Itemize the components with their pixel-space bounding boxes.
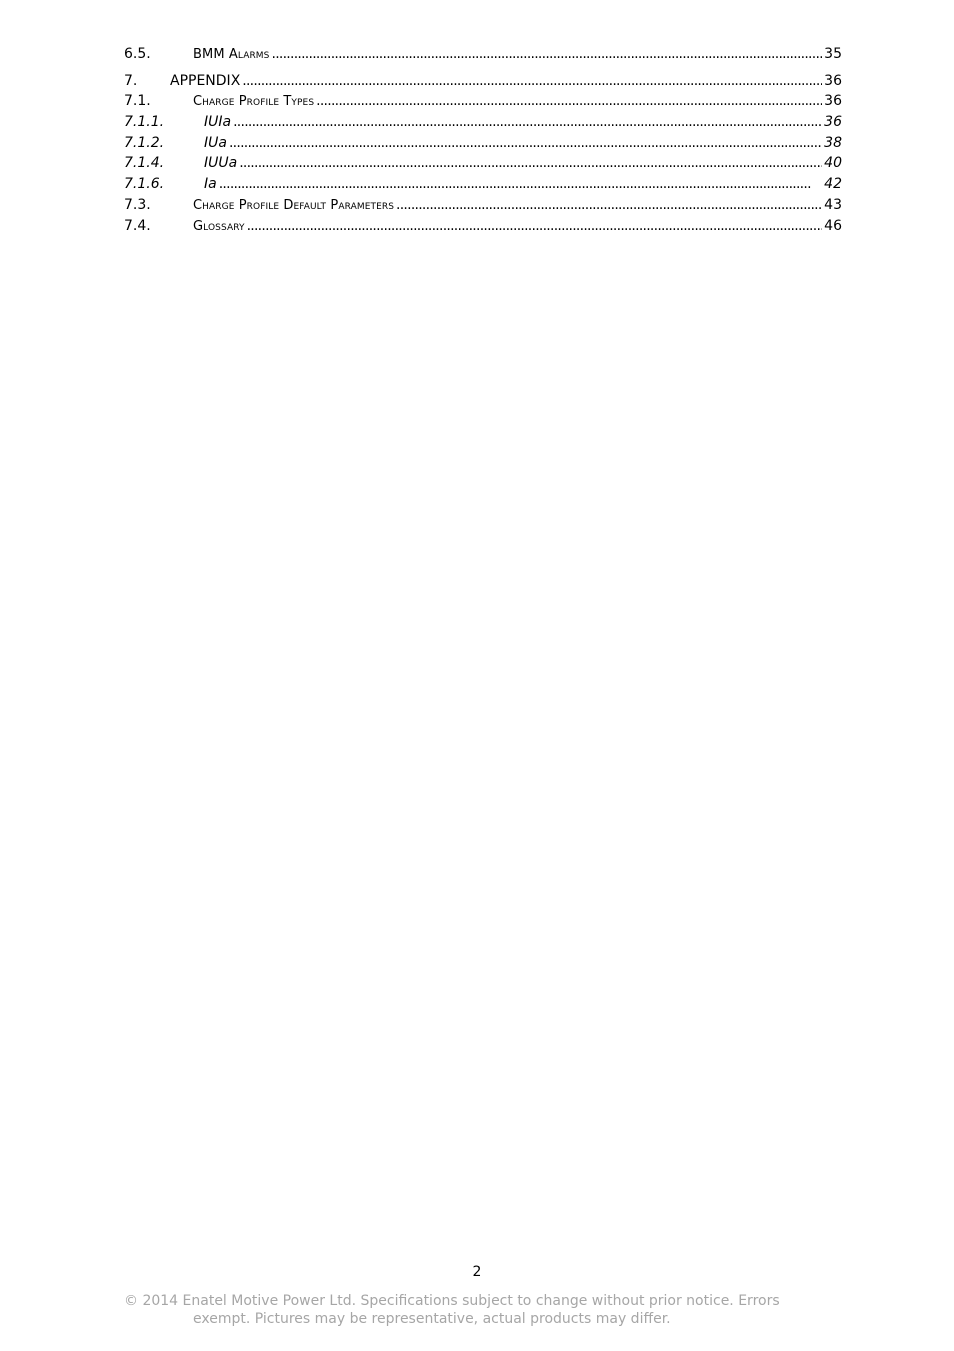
toc-entry-number: 7. — [124, 72, 138, 89]
toc-dot-leader — [239, 153, 822, 174]
toc-entry-iua[interactable] — [124, 133, 842, 154]
toc-entry-page: 46 — [824, 217, 842, 234]
toc-entry-glossary[interactable] — [124, 216, 842, 237]
toc-entry-number: 7.1.1. — [124, 114, 165, 131]
toc-entry-appendix[interactable] — [124, 71, 842, 92]
page-number: 2 — [472, 1264, 482, 1280]
toc-entry-number: 7.1.6. — [124, 176, 165, 193]
toc-dot-leader — [396, 195, 822, 216]
toc-entry-page: 43 — [824, 196, 842, 213]
toc-entry-page: 36 — [824, 72, 842, 89]
toc-entry-title: Ia — [204, 176, 217, 193]
toc-dot-leader — [229, 133, 822, 154]
toc-dot-leader — [242, 71, 822, 92]
footer-copyright — [124, 1292, 824, 1328]
toc-dot-leader — [247, 216, 823, 237]
toc-entry-title: IUa — [204, 134, 227, 151]
toc-dot-leader — [219, 174, 822, 195]
toc-entry-page: 36 — [824, 93, 842, 110]
toc-entry-title: Glossary — [193, 218, 245, 234]
toc-entry-title: IUUa — [204, 155, 238, 172]
toc-entry-charge-profile-default-parameters[interactable] — [124, 195, 842, 216]
toc-entry-number: 6.5. — [124, 46, 151, 62]
toc-entry-number: 7.4. — [124, 217, 151, 234]
toc-dot-leader — [316, 91, 822, 112]
toc-dot-leader — [272, 44, 823, 65]
toc-entry-bmm-alarms[interactable] — [124, 44, 842, 65]
toc-entry-title: IUIa — [204, 114, 232, 131]
footer-line-2: exempt. Pictures may be representative, actual products may differ. — [193, 1311, 671, 1327]
toc-dot-leader — [233, 112, 822, 133]
toc-entry-number: 7.3. — [124, 196, 151, 213]
table-of-contents — [124, 44, 842, 236]
toc-entry-page: 35 — [824, 46, 842, 62]
toc-entry-title: APPENDIX — [170, 72, 241, 89]
toc-entry-number: 7.1.2. — [124, 134, 165, 151]
toc-entry-page: 40 — [824, 155, 842, 172]
toc-entry-number: 7.1. — [124, 93, 151, 110]
footer-line-1: © 2014 Enatel Motive Power Ltd. Specifications subject to change without prior notice. Errors — [124, 1293, 780, 1309]
toc-entry-page: 36 — [824, 114, 842, 131]
toc-entry-title: Charge Profile Default Parameters — [193, 197, 395, 213]
toc-entry-iuua[interactable] — [124, 153, 842, 174]
toc-entry-charge-profile-types[interactable] — [124, 91, 842, 112]
toc-entry-page: 42 — [824, 176, 842, 193]
toc-entry-title: Charge Profile Types — [193, 94, 315, 110]
toc-entry-number: 7.1.4. — [124, 155, 165, 172]
toc-entry-title: BMM Alarms — [193, 47, 270, 62]
toc-entry-ia[interactable] — [124, 174, 842, 195]
toc-entry-page: 38 — [824, 134, 842, 151]
toc-entry-iuia[interactable] — [124, 112, 842, 133]
